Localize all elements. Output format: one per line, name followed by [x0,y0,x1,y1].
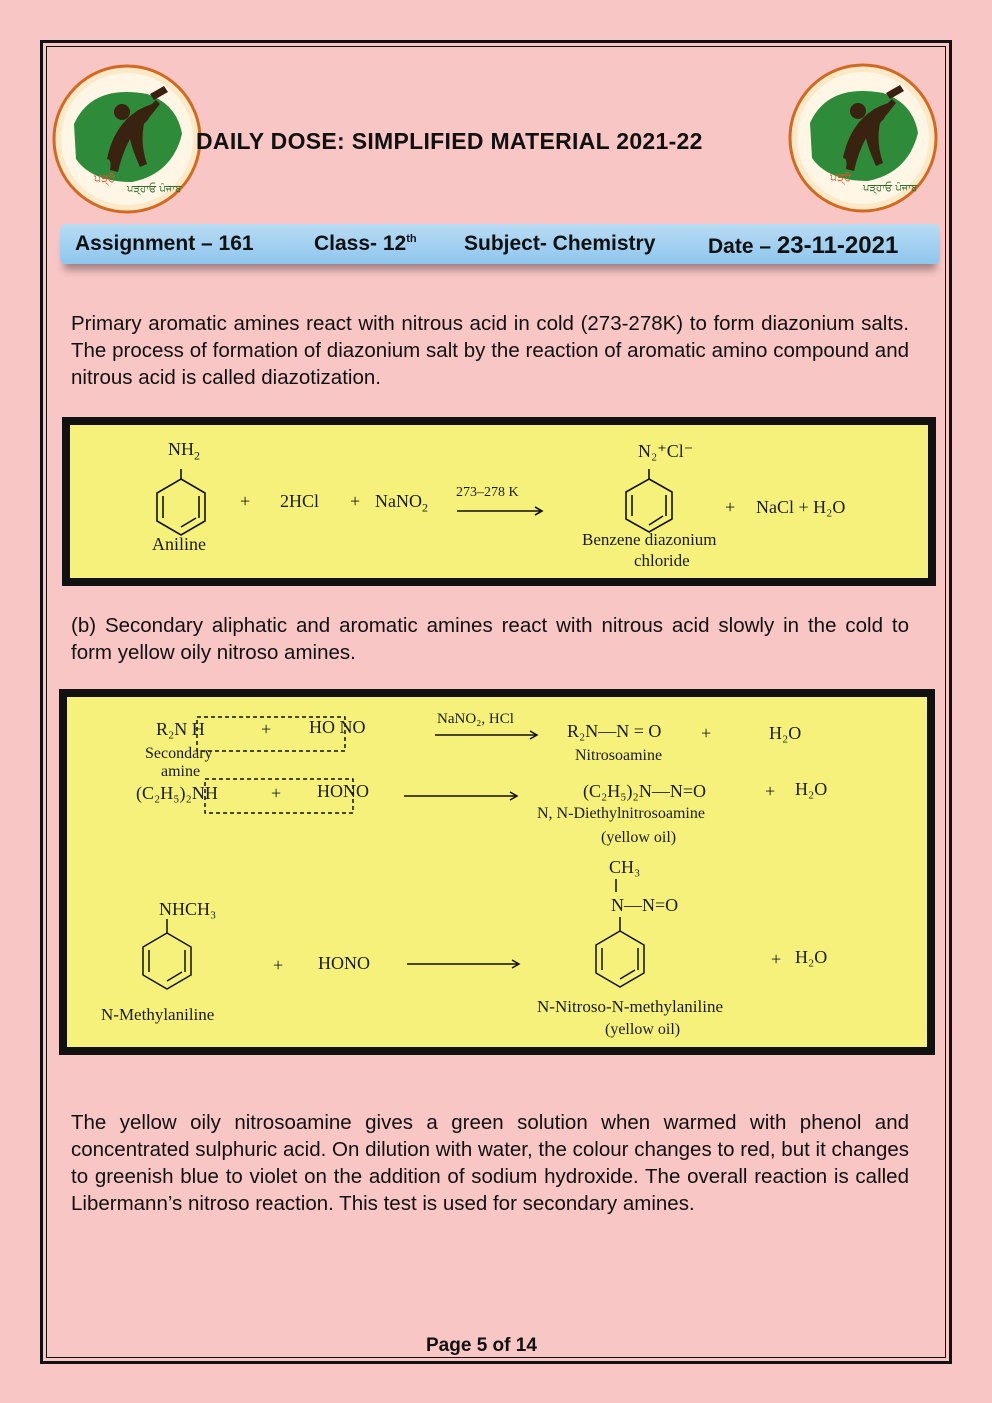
nhch3-group: NHCH₃ [159,899,217,919]
n-methylaniline-label: N-Methylaniline [101,1005,215,1024]
water: H₂O [795,947,828,967]
nitrous-acid: HONO [318,953,370,973]
reaction-box-diazotization [62,417,936,586]
assignment-info-bar [60,224,940,264]
svg-text:ਪੜ੍ਹਾਓ ਪੰਜਾਬ: ਪੜ੍ਹਾਓ ਪੰਜਾਬ [127,184,182,195]
right-logo-image [788,63,938,213]
reagent-nano2: NaNO$_2$ [375,491,428,515]
n-nitroso-group: N—N=O [611,895,679,915]
reagent-label: NaNO₂, HCl [437,711,514,727]
date-label: Date – 23-11-2021 [708,232,899,259]
left-logo-image [52,64,202,214]
page-title: DAILY DOSE: SIMPLIFIED MATERIAL 2021-22 [196,128,703,154]
diethylamine-formula: (C₂H₅)₂NH [136,783,218,803]
reaction-condition: 273–278 K [456,485,519,500]
plus-sign: + [701,723,712,743]
plus-sign: + [271,783,282,803]
plus-sign: + [765,781,776,801]
amine-label: amine [161,763,201,780]
nitrous-acid: HONO [317,781,369,801]
svg-text:ਪੜ੍ਹੋ: ਪੜ੍ਹੋ [94,172,116,185]
plus-sign: + [240,491,251,511]
secondary-label: Secondary [145,745,213,762]
water: H₂O [769,723,802,743]
nitrosoamine-formula: R₂N—N = O [567,721,662,741]
diethylnitrosoamine-label: N, N-Diethylnitrosoamine [537,805,705,822]
byproducts: NaCl + H₂O [756,497,846,517]
plus-sign: + [725,497,736,517]
diazonium-group: N₂⁺Cl⁻ [638,441,694,461]
product-label-line2: chloride [634,551,690,570]
yellow-oil-note: (yellow oil) [601,829,677,846]
subject-label: Subject- Chemistry [464,232,656,255]
paragraph-diazotization: Primary aromatic amines react with nitrous acid in cold (273-278K) to form diazonium salts. The process of formation of diazonium salt by the reaction of aromatic amino compound and nitrous acid is called diazotization. [71,312,909,389]
product-label-line1: Benzene diazonium [582,530,717,549]
nitrous-acid: HO NO [309,717,366,737]
plus-sign: + [771,949,782,969]
diethylnitrosoamine-formula: (C₂H₅)₂N—N=O [583,781,706,801]
nitrosoamine-label: Nitrosoamine [575,747,663,764]
reagent-hcl: 2HCl [280,491,320,511]
class-label: Class- 12th [314,232,417,255]
svg-text:ਪੜ੍ਹੋ: ਪੜ੍ਹੋ [830,171,852,184]
secondary-amine-formula: R₂N H [156,719,205,739]
water: H₂O [795,779,828,799]
reaction-box-nitrosation [59,689,935,1055]
yellow-oil-note: (yellow oil) [605,1021,681,1038]
paragraph-secondary-amines: (b) Secondary aliphatic and aromatic amines react with nitrous acid slowly in the cold to form yellow oily nitroso amines. [71,614,909,664]
paragraph-libermann-test: The yellow oily nitrosoamine gives a green solution when warmed with phenol and concentrated sulphuric acid. On dilution with water, the colour changes to red, but it changes to greenish blue to violet on the addition of sodium hydroxide. The overall reaction is called Libermann’s nitroso reaction. This test is used for secondary amines. [71,1111,909,1215]
plus-sign: + [273,955,284,975]
n-nitroso-n-methylaniline-label: N-Nitroso-N-methylaniline [537,997,724,1016]
plus-sign: + [350,491,361,511]
aniline-nh2-group: $NH_2$ [168,439,200,463]
assignment-number: Assignment – 161 [75,232,254,255]
page-number: Page 5 of 14 [426,1335,537,1356]
svg-text:ਪੜ੍ਹਾਓ ਪੰਜਾਬ: ਪੜ੍ਹਾਓ ਪੰਜਾਬ [863,183,918,194]
ch3-group: CH₃ [609,857,641,877]
plus-sign: + [261,719,272,739]
aniline-label: Aniline [152,534,206,554]
